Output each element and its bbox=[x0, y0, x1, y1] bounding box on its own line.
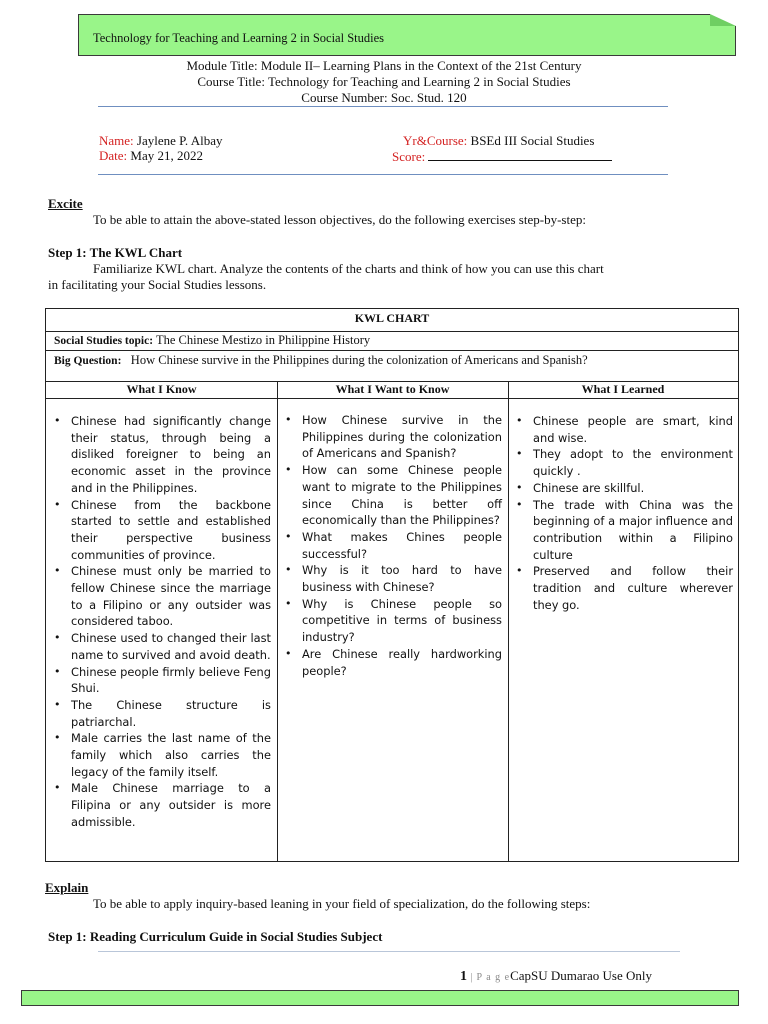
learned-item: • Preserved and follow their tradition and culture wherever they go. bbox=[512, 563, 733, 613]
want-item: • Why is Chinese people so competitive in terms of business industry? bbox=[281, 596, 502, 646]
want-item: • Why is it too hard to have business with Chinese? bbox=[281, 562, 502, 595]
want-list bbox=[281, 412, 502, 679]
banner-fold bbox=[710, 14, 736, 26]
know-item: • Chinese from the backbone started to settle and established their perspective business communities of province. bbox=[50, 497, 271, 564]
learned-item: • The trade with China was the beginning of a major influence and contribution within a Filipino culture bbox=[512, 497, 733, 564]
want-item: • What makes Chines people successful? bbox=[281, 529, 502, 562]
step1b-heading: Step 1: Reading Curriculum Guide in Social Studies Subject bbox=[48, 929, 383, 944]
footer-banner bbox=[21, 990, 739, 1006]
header-row-bottom-border bbox=[46, 398, 738, 399]
page-number: 1 bbox=[460, 969, 467, 984]
column-divider-1 bbox=[277, 381, 278, 861]
header-banner bbox=[78, 14, 736, 56]
topic-value: The Chinese Mestizo in Philippine History bbox=[155, 333, 371, 347]
date-value: May 21, 2022 bbox=[130, 148, 203, 163]
know-item: • Male Chinese marriage to a Filipina or any outsider is more admissible. bbox=[50, 780, 271, 830]
know-column bbox=[50, 413, 271, 831]
know-item: • Chinese people firmly believe Feng Shui. bbox=[50, 664, 271, 697]
footer-text: CapSU Dumarao Use Only bbox=[510, 968, 652, 983]
step1-heading: Step 1: The KWL Chart bbox=[48, 245, 183, 260]
excite-text: To be able to attain the above-stated lesson objectives, do the following exercises step-by-step: bbox=[93, 212, 586, 227]
know-item: • The Chinese structure is patriarchal. bbox=[50, 697, 271, 730]
step1-text-2: in facilitating your Social Studies lessons. bbox=[48, 277, 267, 292]
explain-text: To be able to apply inquiry-based leaning in your field of specialization, do the following steps: bbox=[93, 896, 591, 911]
big-question-label: Big Question: bbox=[54, 355, 122, 367]
name-label: Name: bbox=[99, 133, 134, 148]
learned-item: • Chinese people are smart, kind and wise. bbox=[512, 413, 733, 446]
big-question-row bbox=[46, 350, 738, 381]
footer-divider bbox=[98, 951, 680, 952]
know-item: • Chinese used to changed their last name to survived and avoid death. bbox=[50, 630, 271, 663]
excite-heading: Excite bbox=[48, 196, 83, 211]
page-footer bbox=[460, 968, 652, 985]
topic-row bbox=[46, 331, 738, 350]
want-item: • Are Chinese really hardworking people? bbox=[281, 646, 502, 679]
column-divider-2 bbox=[508, 381, 509, 861]
score-blank bbox=[428, 148, 612, 161]
want-column bbox=[281, 412, 502, 679]
page-separator: | bbox=[470, 972, 474, 983]
step1-text-1: Familiarize KWL chart. Analyze the contents of the charts and think of how you can use this chart bbox=[93, 261, 604, 276]
header-divider bbox=[98, 106, 668, 107]
learned-column bbox=[512, 413, 733, 613]
page-word: P a g e bbox=[476, 972, 511, 983]
want-item: • How Chinese survive in the Philippines during the colonization of Americans and Spanish? bbox=[281, 412, 502, 462]
learned-item: • They adopt to the environment quickly . bbox=[512, 446, 733, 479]
name-value: Jaylene P. Albay bbox=[136, 133, 223, 148]
learned-item: • Chinese are skillful. bbox=[512, 480, 733, 497]
name-line bbox=[99, 133, 222, 149]
date-line bbox=[99, 148, 203, 164]
yr-course-label: Yr&Course: bbox=[403, 133, 468, 148]
module-title: Module Title: Module II– Learning Plans in the Context of the 21st Century bbox=[186, 58, 582, 73]
col-header-learned: What I Learned bbox=[581, 382, 665, 396]
yr-course-line bbox=[403, 133, 594, 149]
big-question-value: How Chinese survive in the Philippines during the colonization of Americans and Spanish? bbox=[130, 353, 588, 367]
score-label: Score: bbox=[392, 149, 426, 164]
explain-heading: Explain bbox=[45, 880, 89, 895]
course-header bbox=[0, 58, 768, 106]
topic-label: Social Studies topic: bbox=[54, 335, 154, 347]
know-item: • Male carries the last name of the family which also carries the legacy of the family itself. bbox=[50, 730, 271, 780]
date-label: Date: bbox=[99, 148, 128, 163]
info-divider bbox=[98, 174, 668, 175]
know-item: • Chinese must only be married to fellow Chinese since the marriage to a Filipino or any outsider was considered taboo. bbox=[50, 563, 271, 630]
know-list bbox=[50, 413, 271, 831]
yr-course-value: BSEd III Social Studies bbox=[470, 133, 595, 148]
course-title: Course Title: Technology for Teaching and Learning 2 in Social Studies bbox=[197, 74, 571, 89]
kwl-table bbox=[45, 308, 739, 862]
learned-list bbox=[512, 413, 733, 613]
banner-title: Technology for Teaching and Learning 2 in Social Studies bbox=[93, 31, 385, 45]
kwl-title: KWL CHART bbox=[354, 311, 430, 325]
course-number: Course Number: Soc. Stud. 120 bbox=[301, 90, 467, 105]
know-item: • Chinese had significantly change their status, through being a disliked foreigner to being an economic asset in the province and in the Philippines. bbox=[50, 413, 271, 497]
col-header-know: What I Know bbox=[126, 382, 197, 396]
want-item: • How can some Chinese people want to migrate to the Philippines since China is better off economically than the Philippines? bbox=[281, 462, 502, 529]
col-header-want: What I Want to Know bbox=[335, 382, 450, 396]
score-line bbox=[392, 148, 612, 165]
